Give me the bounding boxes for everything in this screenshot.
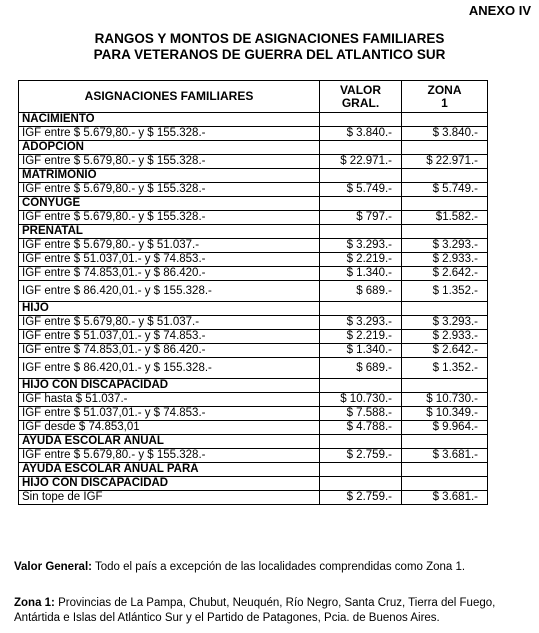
table-row — [19, 344, 488, 358]
note-zone-label: Zona 1: — [14, 597, 55, 609]
general-value: $ 3.293.- — [346, 316, 392, 328]
table-row — [19, 155, 488, 169]
table-row — [19, 393, 488, 407]
section-label: NACIMIENTO — [19, 113, 320, 127]
range-label: IGF entre $ 51.037,01.- y $ 74.853.- — [19, 253, 320, 267]
general-value-cell — [320, 281, 402, 302]
section-header-row — [19, 169, 488, 183]
general-value: $ 7.588.- — [346, 407, 392, 419]
empty-cell — [402, 141, 488, 155]
general-value: $ 689.- — [356, 284, 392, 297]
annex-label: ANEXO IV — [468, 3, 531, 18]
general-value-cell — [320, 421, 402, 435]
document-title — [0, 31, 539, 63]
general-value-cell — [320, 330, 402, 344]
general-value: $ 2.759.- — [346, 491, 392, 503]
range-label: IGF entre $ 74.853,01.- y $ 86.420.- — [19, 344, 320, 358]
empty-cell — [402, 169, 488, 183]
range-label: IGF entre $ 5.679,80.- y $ 155.328.- — [19, 211, 320, 225]
section-label: CÓNYUGE — [19, 197, 320, 211]
general-value: $ 797.- — [356, 211, 392, 223]
allowances-table — [18, 80, 488, 505]
section-header-row — [19, 197, 488, 211]
zone-1-value: $ 3.293.- — [432, 239, 478, 251]
note-general-text: Todo el país a excepción de las localidades comprendidas como Zona 1. — [91, 561, 466, 573]
empty-cell — [320, 197, 402, 211]
header-zone-1 — [402, 81, 488, 113]
zone-1-value: $ 22.971.- — [426, 155, 478, 167]
range-label: IGF desde $ 74.853,01 — [19, 421, 320, 435]
table-row — [19, 491, 488, 505]
empty-cell — [320, 225, 402, 239]
range-label: IGF entre $ 5.679,80.- y $ 51.037.- — [19, 239, 320, 253]
general-value: $ 2.219.- — [346, 330, 392, 342]
general-value-cell — [320, 211, 402, 225]
section-header-row — [19, 435, 488, 449]
table-row — [19, 316, 488, 330]
general-value-cell — [320, 239, 402, 253]
general-value-cell — [320, 253, 402, 267]
section-header-row — [19, 141, 488, 155]
zone-1-value: $ 2.933.- — [432, 330, 478, 342]
section-header-row — [19, 113, 488, 127]
zone-1-value: $ 3.293.- — [432, 316, 478, 328]
general-value: $ 3.840.- — [346, 127, 392, 139]
zone-1-value-cell — [402, 344, 488, 358]
title-line-2: PARA VETERANOS DE GUERRA DEL ATLANTICO SUR — [93, 47, 446, 62]
empty-cell — [320, 463, 402, 477]
range-label: IGF entre $ 51.037,01.- y $ 74.853.- — [19, 330, 320, 344]
range-label: IGF entre $ 5.679,80.- y $ 155.328.- — [19, 155, 320, 169]
general-value-cell — [320, 316, 402, 330]
range-label: IGF entre $ 5.679,80.- y $ 155.328.- — [19, 127, 320, 141]
zone-1-value-cell — [402, 407, 488, 421]
range-label: IGF hasta $ 51.037.- — [19, 393, 320, 407]
general-value-cell — [320, 267, 402, 281]
empty-cell — [320, 169, 402, 183]
section-label: AYUDA ESCOLAR ANUAL PARA — [19, 463, 320, 477]
section-header-row — [19, 379, 488, 393]
zone-1-value-cell — [402, 393, 488, 407]
zone-1-value-cell — [402, 330, 488, 344]
general-value-cell — [320, 358, 402, 379]
header-allowances: ASIGNACIONES FAMILIARES — [19, 81, 320, 113]
zone-1-value: $1.582.- — [435, 211, 478, 223]
general-value-cell — [320, 183, 402, 197]
general-value-cell — [320, 344, 402, 358]
title-line-1: RANGOS Y MONTOS DE ASIGNACIONES FAMILIARES — [94, 31, 445, 46]
range-label: IGF entre $ 51.037,01.- y $ 74.853.- — [19, 407, 320, 421]
range-label: IGF entre $ 5.679,80.- y $ 155.328.- — [19, 449, 320, 463]
zone-1-value: $ 1.352.- — [432, 361, 478, 374]
table-row — [19, 211, 488, 225]
table-row — [19, 421, 488, 435]
section-label: ADOPCIÓN — [19, 141, 320, 155]
table-row — [19, 281, 488, 302]
section-label: HIJO — [19, 302, 320, 316]
range-label: IGF entre $ 5.679,80.- y $ 155.328.- — [19, 183, 320, 197]
zone-1-value: $ 5.749.- — [432, 183, 478, 195]
note-general-value — [14, 560, 529, 575]
note-zone-1 — [14, 596, 529, 626]
empty-cell — [402, 435, 488, 449]
zone-1-value-cell — [402, 211, 488, 225]
empty-cell — [320, 302, 402, 316]
empty-cell — [402, 477, 488, 491]
section-label: HIJO CON DISCAPACIDAD — [19, 477, 320, 491]
range-label: IGF entre $ 86.420,01.- y $ 155.328.- — [19, 281, 320, 302]
general-value: $ 5.749.- — [346, 183, 392, 195]
empty-cell — [320, 141, 402, 155]
header-zone-line-1: ZONA — [427, 82, 462, 97]
zone-1-value: $ 3.840.- — [432, 127, 478, 139]
zone-1-value: $ 2.933.- — [432, 253, 478, 265]
empty-cell — [402, 302, 488, 316]
table-row — [19, 239, 488, 253]
section-header-row — [19, 477, 488, 491]
range-label: IGF entre $ 86.420,01.- y $ 155.328.- — [19, 358, 320, 379]
table-row — [19, 267, 488, 281]
table-row — [19, 127, 488, 141]
empty-cell — [402, 379, 488, 393]
general-value: $ 4.788.- — [346, 421, 392, 433]
table-row — [19, 183, 488, 197]
zone-1-value-cell — [402, 316, 488, 330]
general-value-cell — [320, 449, 402, 463]
zone-1-value: $ 2.642.- — [432, 344, 478, 356]
empty-cell — [320, 379, 402, 393]
zone-1-value-cell — [402, 358, 488, 379]
section-header-row — [19, 225, 488, 239]
zone-1-value: $ 3.681.- — [432, 491, 478, 503]
section-label: HIJO CON DISCAPACIDAD — [19, 379, 320, 393]
header-general-line-1: VALOR — [339, 82, 382, 97]
table-header-row — [19, 81, 488, 113]
empty-cell — [402, 113, 488, 127]
general-value-cell — [320, 127, 402, 141]
general-value: $ 2.759.- — [346, 449, 392, 461]
note-general-label: Valor General: — [14, 561, 92, 573]
empty-cell — [402, 463, 488, 477]
general-value: $ 689.- — [356, 361, 392, 374]
empty-cell — [320, 113, 402, 127]
range-label: IGF entre $ 74.853,01.- y $ 86.420.- — [19, 267, 320, 281]
empty-cell — [320, 477, 402, 491]
general-value-cell — [320, 393, 402, 407]
empty-cell — [402, 197, 488, 211]
empty-cell — [320, 435, 402, 449]
general-value: $ 1.340.- — [346, 267, 392, 279]
zone-1-value: $ 9.964.- — [432, 421, 478, 433]
general-value-cell — [320, 155, 402, 169]
zone-1-value-cell — [402, 281, 488, 302]
table-row — [19, 358, 488, 379]
note-zone-text: Provincias de La Pampa, Chubut, Neuquén, Río Negro, Santa Cruz, Tierra del Fuego, Antártida e Islas del Atlántico Sur y el Partido de Patagones, Pcia. de Buenos Aires. — [14, 597, 496, 624]
table-row — [19, 449, 488, 463]
general-value-cell — [320, 407, 402, 421]
general-value: $ 22.971.- — [340, 155, 392, 167]
zone-1-value: $ 1.352.- — [432, 284, 478, 297]
zone-1-value-cell — [402, 449, 488, 463]
zone-1-value: $ 2.642.- — [432, 267, 478, 279]
range-label: Sin tope de IGF — [19, 491, 320, 505]
empty-cell — [402, 225, 488, 239]
zone-1-value-cell — [402, 155, 488, 169]
zone-1-value-cell — [402, 421, 488, 435]
general-value: $ 10.730.- — [340, 393, 392, 405]
table-row — [19, 330, 488, 344]
section-header-row — [19, 302, 488, 316]
zone-1-value-cell — [402, 127, 488, 141]
zone-1-value: $ 3.681.- — [432, 449, 478, 461]
range-label: IGF entre $ 5.679,80.- y $ 51.037.- — [19, 316, 320, 330]
general-value: $ 1.340.- — [346, 344, 392, 356]
zone-1-value-cell — [402, 239, 488, 253]
header-zone-line-2: 1 — [441, 95, 448, 110]
section-header-row — [19, 463, 488, 477]
zone-1-value-cell — [402, 491, 488, 505]
section-label: MATRIMONIO — [19, 169, 320, 183]
zone-1-value-cell — [402, 183, 488, 197]
section-label: PRENATAL — [19, 225, 320, 239]
general-value: $ 3.293.- — [346, 239, 392, 251]
zone-1-value: $ 10.730.- — [426, 393, 478, 405]
header-general-line-2: GRAL. — [341, 95, 380, 110]
table-row — [19, 407, 488, 421]
zone-1-value: $ 10.349.- — [426, 407, 478, 419]
general-value: $ 2.219.- — [346, 253, 392, 265]
header-general-value — [320, 81, 402, 113]
general-value-cell — [320, 491, 402, 505]
zone-1-value-cell — [402, 267, 488, 281]
section-label: AYUDA ESCOLAR ANUAL — [19, 435, 320, 449]
table-body — [19, 113, 488, 505]
zone-1-value-cell — [402, 253, 488, 267]
table-row — [19, 253, 488, 267]
